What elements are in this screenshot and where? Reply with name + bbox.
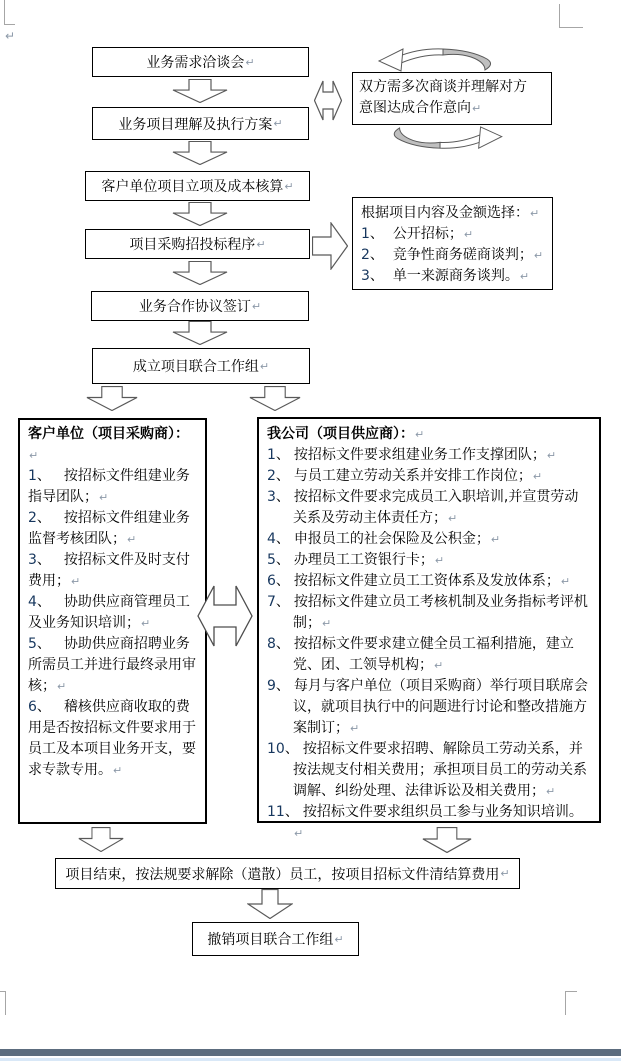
paragraph-mark: ↵	[245, 55, 255, 69]
flow-box-demand-meeting[interactable]	[92, 47, 309, 77]
boundary-mark-bottom-left	[5, 991, 6, 1015]
flow-box-label: 撤销项目联合工作组	[207, 932, 334, 948]
down-arrow-left-branch[interactable]	[86, 386, 138, 411]
flow-box-project-approval[interactable]	[85, 171, 310, 201]
selection-title: 根据项目内容及金额选择：	[361, 205, 529, 221]
paragraph-mark: ↵	[251, 299, 262, 313]
flow-box-dissolve-workgroup[interactable]	[192, 922, 359, 956]
negotiate-line2: 意图达成合作意向	[359, 100, 471, 116]
flow-box-understanding-plan[interactable]	[92, 107, 309, 140]
flow-box-bidding-procedure[interactable]	[85, 229, 310, 259]
flow-box-negotiation-note[interactable]	[352, 72, 552, 125]
list-item: 2、 按招标文件组建业务监督考核团队；↵	[28, 510, 190, 547]
down-arrow-from-supplier[interactable]	[422, 827, 472, 853]
down-arrow[interactable]	[172, 261, 228, 285]
paragraph-mark: ↵	[530, 207, 540, 220]
list-item: 5、 办理员工工资银行卡；↵	[267, 552, 445, 568]
negotiate-line1: 双方需多次商谈并理解对方	[359, 79, 527, 95]
list-item: 6、 稽核供应商收取的费用是否按招标文件要求用于员工及本项目业务开支，要求专款专用。↵	[28, 699, 196, 778]
flow-box-supplier-duties[interactable]	[257, 417, 601, 840]
flow-box-project-end[interactable]	[55, 858, 520, 889]
boundary-mark-top-left	[4, 0, 5, 25]
down-arrow[interactable]	[172, 79, 228, 103]
boundary-mark-bottom-right	[565, 991, 577, 992]
paragraph-mark: ↵	[415, 428, 425, 441]
paragraph-mark: ↵	[273, 117, 283, 130]
flow-box-label: 业务项目理解及执行方案	[118, 116, 273, 133]
down-arrow-right-branch[interactable]	[249, 386, 301, 411]
list-item: 9、 每月与客户单位（项目采购商）举行项目联席会议，就项目执行中的问题进行讨论和整改措施方案制订；↵	[267, 678, 588, 736]
list-item: 1、 按招标文件要求组建业务工作支撑团队；↵	[267, 447, 557, 463]
list-item: 11、 按招标文件要求组织员工参与业务知识培训。↵	[267, 804, 583, 840]
list-item: 3、 按招标文件要求完成员工入职培训,并宣贯劳动关系及劳动主体责任方；↵	[267, 489, 579, 526]
left-right-arrow-between-parties[interactable]	[197, 579, 253, 653]
right-arrow[interactable]	[312, 222, 348, 270]
paragraph-mark: ↵	[5, 29, 16, 43]
paragraph-mark: ↵	[259, 359, 270, 373]
boundary-mark-top-left	[4, 24, 15, 25]
paragraph-mark: ↵	[472, 102, 482, 115]
paragraph-mark: ↵	[500, 867, 510, 880]
down-arrow[interactable]	[172, 202, 228, 226]
cycle-arrow-top[interactable]	[377, 44, 505, 72]
list-item: 3、 按招标文件及时支付费用；↵	[28, 552, 190, 589]
flow-box-label: 项目结束，按法规要求解除（遣散）员工，按项目招标文件清结算费用	[65, 866, 500, 883]
flow-box-selection-methods[interactable]	[352, 197, 553, 290]
boundary-mark-bottom-right	[565, 991, 566, 1015]
list-item: 1、 按招标文件组建业务指导团队；↵	[28, 468, 190, 505]
list-item: 7、 按招标文件建立员工考核机制及业务指标考评机制；↵	[267, 594, 588, 631]
list-item: 4、 协助供应商管理员工及业务知识培训；↵	[28, 594, 190, 631]
flow-box-purchaser-duties[interactable]	[18, 418, 207, 824]
paragraph-mark: ↵	[256, 237, 266, 251]
flow-box-label: 客户单位项目立项及成本核算	[101, 179, 284, 195]
paragraph-mark: ↵	[284, 179, 294, 193]
left-right-arrow[interactable]	[314, 77, 342, 124]
list-item: 4、 申报员工的社会保险及公积金；↵	[267, 531, 501, 547]
purchaser-title: 客户单位（项目采购商）：	[28, 426, 189, 442]
flow-box-label: 业务需求洽谈会	[146, 55, 245, 71]
flow-box-label: 项目采购招投标程序	[129, 237, 256, 253]
down-arrow[interactable]	[172, 141, 228, 165]
list-item: 6、 按招标文件建立员工工资体系及发放体系；↵	[267, 573, 571, 589]
flow-box-agreement-signing[interactable]	[91, 291, 309, 321]
down-arrow-from-purchaser[interactable]	[78, 827, 124, 852]
flow-box-joint-workgroup[interactable]	[92, 348, 310, 384]
list-item: 3、 单一来源商务谈判。↵	[361, 268, 530, 284]
list-item: 2、 竞争性商务磋商谈判；↵	[361, 247, 544, 263]
list-item: 5、 协助供应商招聘业务所需员工并进行最终录用审核；↵	[28, 636, 196, 694]
boundary-mark-top-right	[559, 27, 583, 28]
supplier-title: 我公司（项目供应商）：	[267, 426, 414, 442]
list-item: 8、 按招标文件要求建立健全员工福利措施，建立党、团、工领导机构；↵	[267, 636, 574, 673]
list-item: 10、 按招标文件要求招聘、解除员工劳动关系，并按法规支付相关费用；承担项目员工的劳动关系调解、纠纷处理、法律诉讼及相关费用；↵	[267, 741, 587, 799]
paragraph-mark: ↵	[334, 932, 344, 946]
flow-box-label: 成立项目联合工作组	[132, 359, 259, 375]
window-bottom-edge	[0, 1049, 621, 1056]
boundary-mark-top-right	[559, 4, 560, 28]
list-item: 2、 与员工建立劳动关系并安排工作岗位；↵	[267, 468, 543, 484]
paragraph-mark: ↵	[29, 449, 39, 462]
cycle-arrow-bottom[interactable]	[380, 126, 504, 153]
flow-box-label: 业务合作协议签订	[138, 299, 251, 315]
list-item: 1、 公开招标；↵	[361, 226, 474, 242]
down-arrow[interactable]	[172, 321, 228, 345]
down-arrow-final[interactable]	[247, 889, 293, 919]
